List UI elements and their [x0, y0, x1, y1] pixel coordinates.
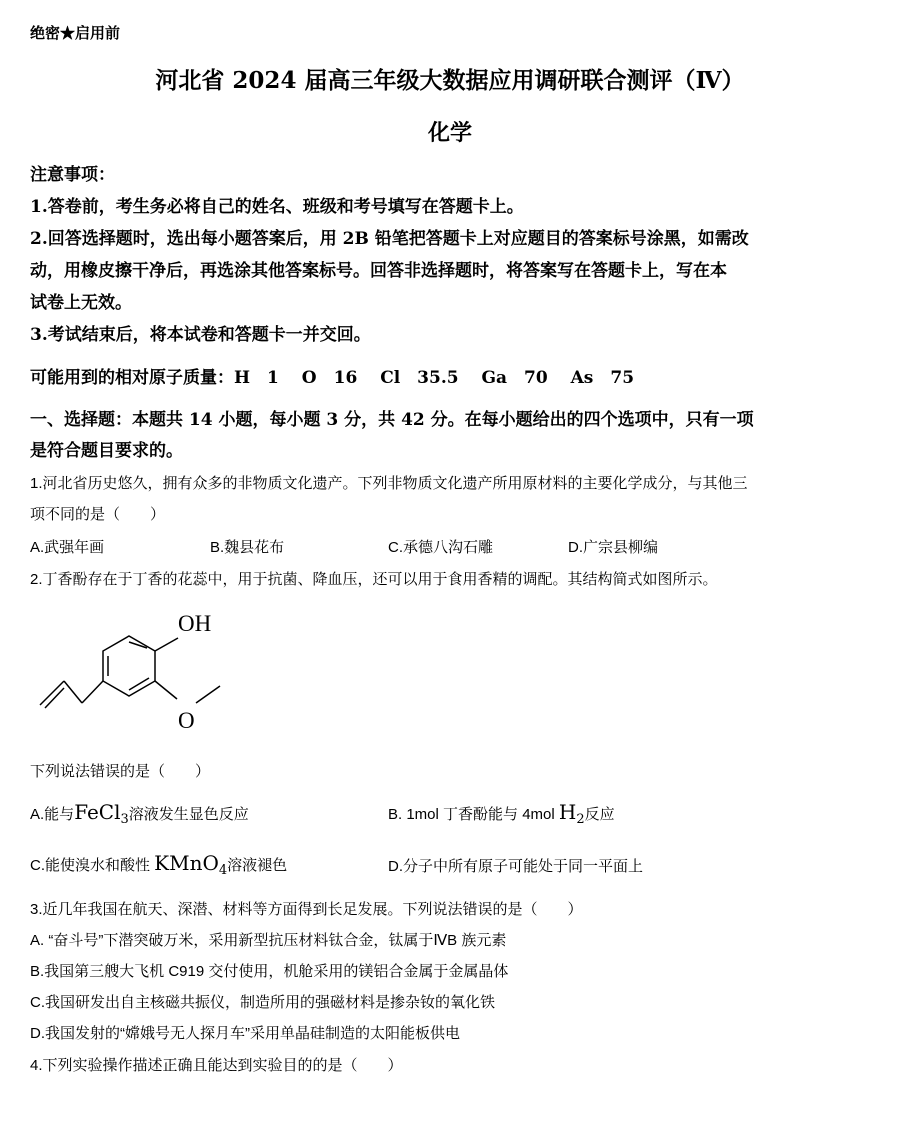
question-1-stem: 项不同的是（ ） — [30, 506, 166, 523]
question-1-stem: 1.河北省历史悠久，拥有众多的非物质文化遗产。下列非物质文化遗产所用原材料的主要化学成分，与其他三 — [30, 475, 748, 492]
methoxy-bond — [155, 681, 177, 699]
q2-option-b-suffix: 反应 — [584, 806, 615, 823]
question-3-stem: 3.近几年我国在航天、深潜、材料等方面得到长足发展。下列说法错误的是（ ） — [30, 901, 583, 918]
formula-subscript: 4 — [218, 863, 228, 878]
q3-option-d: D.我国发射的“嫦娥号无人探月车”采用单晶硅制造的太阳能板供电 — [30, 1025, 460, 1042]
notice-heading: 注意事项： — [30, 165, 115, 185]
question-2-stem: 2.丁香酚存在于丁香的花蕊中，用于抗菌、降血压，还可以用于食用香精的调配。其结构简式如图所示。 — [30, 571, 718, 588]
notice-line: 动，用橡皮擦干净后，再选涂其他答案标号。回答非选择题时，将答案写在答题卡上，写在本 — [30, 261, 727, 281]
formula-subscript: 3 — [120, 812, 129, 827]
formula-h2: H — [558, 800, 577, 824]
q2-option-c — [30, 851, 287, 878]
q3-option-a: A. “奋斗号”下潜突破万米，采用新型抗压材料钛合金，钛属于ⅣB 族元素 — [30, 932, 507, 949]
question-4-stem: 4.下列实验操作描述正确且能达到实验目的的是（ ） — [30, 1057, 403, 1074]
notice-line: 3.考试结束后，将本试卷和答题卡一并交回。 — [30, 325, 371, 345]
q2-option-c-prefix: C.能使溴水和酸性 — [30, 857, 155, 874]
q3-option-c: C.我国研发出自主核磁共振仪，制造所用的强磁材料是掺杂钕的氧化铁 — [30, 994, 496, 1011]
q2-option-a — [30, 800, 249, 827]
q1-option-a: A.武强年画 — [30, 539, 105, 556]
exam-subject: 化学 — [427, 120, 472, 146]
q2-option-a-prefix: A.能与 — [30, 806, 75, 823]
q1-option-b: B.魏县花布 — [210, 539, 285, 556]
q2-option-d: D.分子中所有原子可能处于同一平面上 — [388, 858, 644, 875]
question-2-prompt: 下列说法错误的是（ ） — [30, 763, 211, 780]
formula-fecl3: FeCl — [74, 800, 121, 824]
methyl-bond — [196, 686, 220, 703]
notice-line: 试卷上无效。 — [30, 293, 132, 313]
o-label: O — [178, 708, 195, 733]
q2-option-b-prefix: B. 1mol 丁香酚能与 4mol — [388, 806, 559, 823]
q1-option-d: D.广宗县柳编 — [568, 539, 659, 556]
atomic-masses: 可能用到的相对原子质量：H 1 O 16 Cl 35.5 Ga 70 As 75 — [30, 368, 635, 388]
section-heading: 一、选择题：本题共 14 小题，每小题 3 分，共 42 分。在每小题给出的四个选项中，只有一项 — [30, 410, 754, 430]
formula-kmno4: KMnO — [154, 851, 219, 875]
benzene-ring — [103, 636, 155, 696]
eugenol-structure-diagram — [30, 603, 240, 748]
formula-subscript: 2 — [576, 812, 585, 827]
notice-line: 1.答卷前，考生务必将自己的姓名、班级和考号填写在答题卡上。 — [30, 197, 524, 217]
oh-bond — [155, 638, 178, 651]
allyl-bond — [82, 681, 103, 703]
secret-label: 绝密★启用前 — [30, 24, 121, 42]
q1-option-c: C.承德八沟石雕 — [388, 539, 494, 556]
q2-option-a-suffix: 溶液发生显色反应 — [128, 806, 249, 823]
section-heading: 是符合题目要求的。 — [30, 441, 183, 461]
oh-label: OH — [178, 611, 212, 636]
exam-title: 河北省 2024 届高三年级大数据应用调研联合测评（Ⅳ） — [155, 67, 745, 94]
notice-line: 2.回答选择题时，选出每小题答案后，用 2B 铅笔把答题卡上对应题目的答案标号涂黑，如需改 — [30, 229, 749, 249]
q3-option-b: B.我国第三艘大飞机 C919 交付使用，机舱采用的镁铝合金属于金属晶体 — [30, 963, 509, 980]
q2-option-c-suffix: 溶液褪色 — [227, 857, 288, 874]
q2-option-b — [388, 800, 615, 827]
